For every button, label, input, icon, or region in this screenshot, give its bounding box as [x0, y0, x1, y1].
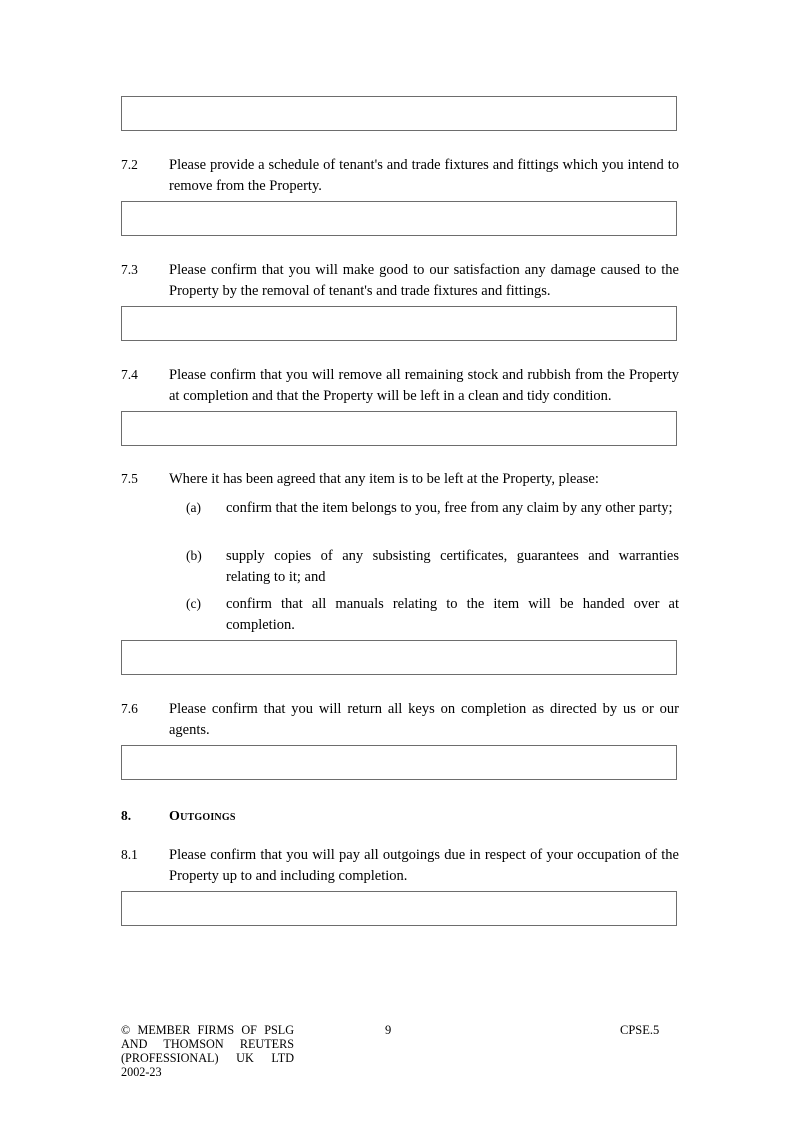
- page-number: 9: [385, 1023, 392, 1037]
- answer-box-7-1[interactable]: [121, 96, 677, 131]
- sub-item-text: confirm that all manuals relating to the item will be handed over at completion.: [226, 596, 679, 633]
- answer-box-7-2[interactable]: [121, 201, 677, 236]
- question-number: 7.5: [121, 471, 138, 486]
- answer-box-8-1[interactable]: [121, 891, 677, 926]
- sub-item-a: [186, 498, 679, 519]
- sub-item-label: (b): [186, 548, 202, 563]
- footer-copyright: [121, 1023, 294, 1079]
- sub-item-b: [186, 546, 679, 587]
- answer-box-7-6[interactable]: [121, 745, 677, 780]
- question-number: 7.3: [121, 262, 138, 277]
- copyright-line: AND THOMSON REUTERS: [121, 1037, 294, 1051]
- question-number: 7.6: [121, 701, 138, 716]
- question-text: Please confirm that you will make good to our satisfaction any damage caused to the Property by the removal of tenant's and trade fixtures and fittings.: [169, 262, 679, 299]
- question-text: Where it has been agreed that any item is to be left at the Property, please:: [169, 471, 599, 487]
- section-number: 8.: [121, 808, 132, 823]
- sub-item-text: confirm that the item belongs to you, free from any claim by any other party;: [226, 500, 673, 516]
- section-title: Outgoings: [169, 809, 236, 824]
- question-number: 7.2: [121, 157, 138, 172]
- question-text: Please confirm that you will return all keys on completion as directed by us or our agents.: [169, 701, 679, 738]
- question-7-6: [121, 699, 679, 740]
- copyright-line: (PROFESSIONAL) UK LTD: [121, 1051, 294, 1065]
- question-7-5: [121, 469, 679, 490]
- sub-item-label: (a): [186, 500, 201, 515]
- sub-item-c: [186, 594, 679, 635]
- question-number: 8.1: [121, 847, 138, 862]
- answer-box-7-4[interactable]: [121, 411, 677, 446]
- answer-box-7-5[interactable]: [121, 640, 677, 675]
- question-8-1: [121, 845, 679, 886]
- document-code: CPSE.5: [620, 1023, 660, 1037]
- copyright-line: 2002-23: [121, 1065, 162, 1079]
- question-7-2: [121, 155, 679, 196]
- section-heading-outgoings: [121, 806, 679, 827]
- question-7-3: [121, 260, 679, 301]
- sub-item-label: (c): [186, 596, 201, 611]
- question-text: Please confirm that you will pay all outgoings due in respect of your occupation of the Property up to and including completion.: [169, 847, 679, 884]
- question-number: 7.4: [121, 367, 138, 382]
- question-text: Please confirm that you will remove all remaining stock and rubbish from the Property at completion and that the Property will be left in a clean and tidy condition.: [169, 367, 679, 404]
- answer-box-7-3[interactable]: [121, 306, 677, 341]
- question-7-4: [121, 365, 679, 406]
- question-text: Please provide a schedule of tenant's and trade fixtures and fittings which you intend to remove from the Property.: [169, 157, 679, 194]
- copyright-line: © MEMBER FIRMS OF PSLG: [121, 1023, 294, 1037]
- sub-item-text: supply copies of any subsisting certificates, guarantees and warranties relating to it; and: [226, 548, 679, 585]
